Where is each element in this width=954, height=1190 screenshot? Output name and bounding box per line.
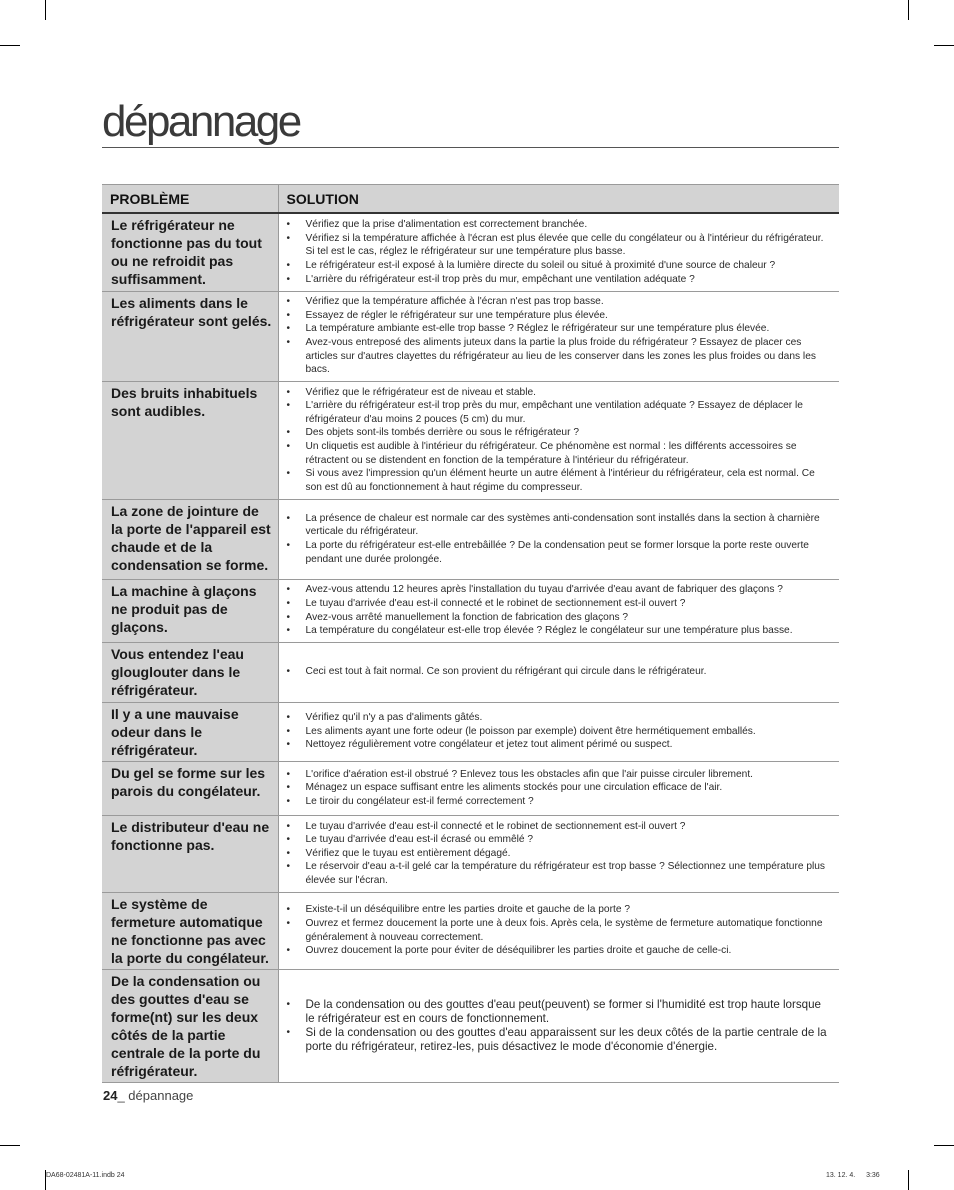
solution-item: • Vérifiez si la température affichée à l'écran est plus élevée que celle du congélateur ou à l'intérieur du réfrigérateur. Si tel est le cas, réglez le réfrigérateur sur une température plus basse. [284,232,834,259]
problem-cell: La zone de jointure de la porte de l'appareil est chaude et de la condensation se forme. [102,499,278,579]
solution-item: • Ceci est tout à fait normal. Ce son provient du réfrigérant qui circule dans le réfrigérateur. [284,665,834,679]
header-solution: SOLUTION [278,185,839,214]
table-row [102,499,839,579]
table-row [102,702,839,761]
solution-item: • Les aliments ayant une forte odeur (le poisson par exemple) doivent être hermétiquement emballés. [284,725,834,739]
solution-cell [278,702,839,761]
solution-item: • L'arrière du réfrigérateur est-il trop près du mur, empêchant une ventilation adéquate ? [284,273,834,287]
solution-cell [278,213,839,291]
solution-item: • Ménagez un espace suffisant entre les aliments stockés pour une circulation efficace de l'air. [284,781,834,795]
problem-cell: Le distributeur d'eau ne fonctionne pas. [102,815,278,892]
solution-item: • Avez-vous attendu 12 heures après l'installation du tuyau d'arrivée d'eau avant de fabriquer des glaçons ? [284,583,834,597]
page-number: 24 [103,1088,118,1103]
solution-item: • L'arrière du réfrigérateur est-il trop près du mur, empêchant une ventilation adéquate ? Essayez de déplacer le réfrigérateur d'au moins 2 pouces (5 cm) du mur. [284,399,834,426]
solution-cell [278,642,839,702]
print-slug-file: DA68-02481A-11.indb 24 [46,1172,125,1179]
solution-item: • Des objets sont-ils tombés derrière ou sous le réfrigérateur ? [284,426,834,440]
solution-cell [278,499,839,579]
title-rule [102,147,839,148]
solution-cell [278,815,839,892]
solution-item: • Vérifiez que la prise d'alimentation est correctement branchée. [284,218,834,232]
table-row [102,815,839,892]
solution-item: • Nettoyez régulièrement votre congélateur et jetez tout aliment périmé ou suspect. [284,738,834,752]
crop-mark [908,0,909,20]
crop-mark [45,0,46,20]
table-row [102,969,839,1082]
solution-cell [278,381,839,499]
solution-item: • Essayez de régler le réfrigérateur sur une température plus élevée. [284,309,834,323]
solution-item: • De la condensation ou des gouttes d'eau peut(peuvent) se former si l'humidité est trop haute lorsque le réfrigérateur est en cours de fonctionnement. [284,998,834,1026]
problem-cell: Du gel se forme sur les parois du congélateur. [102,761,278,815]
page-title: dépannage [102,97,300,146]
footer-section: _ dépannage [117,1088,194,1103]
solution-item: • Si vous avez l'impression qu'un élément heurte un autre élément à l'intérieur du réfrigérateur, cela est normal. Ce son est dû au fonctionnement à haut régime du compresseur. [284,467,834,494]
solution-item: • La température du congélateur est-elle trop élevée ? Réglez le congélateur sur une température plus basse. [284,624,834,638]
problem-cell: Vous entendez l'eau glouglouter dans le réfrigérateur. [102,642,278,702]
solution-item: • La porte du réfrigérateur est-elle entrebâillée ? De la condensation peut se former lorsque la porte reste ouverte pendant une durée prolongée. [284,539,834,566]
solution-cell [278,892,839,969]
solution-cell [278,761,839,815]
table-row [102,642,839,702]
solution-item: • Ouvrez et fermez doucement la porte une à deux fois. Après cela, le système de fermeture automatique fonctionne généralement à nouveau correctement. [284,917,834,944]
solution-cell [278,579,839,642]
table-row [102,213,839,291]
solution-item: • Le réservoir d'eau a-t-il gelé car la température du réfrigérateur est trop basse ? Sélectionnez une température plus élevée sur l'écran. [284,860,834,887]
page-footer [103,1088,193,1103]
crop-mark [908,1170,909,1190]
solution-item: • Avez-vous entreposé des aliments juteux dans la partie la plus froide du réfrigérateur ? Essayez de placer ces articles sur d'autres clayettes du réfrigérateur au lieu de les conserver dans les zones les plus froides ou dans les bacs. [284,336,834,377]
solution-item: • Le tuyau d'arrivée d'eau est-il connecté et le robinet de sectionnement est-il ouvert ? [284,820,834,834]
table-row [102,381,839,499]
solution-item: • Si de la condensation ou des gouttes d'eau apparaissent sur les deux côtés de la partie centrale de la porte du réfrigérateur, retirez-les, puis désactivez le mode d'économie d'énergie. [284,1026,834,1054]
solution-item: • Vérifiez que la température affichée à l'écran n'est pas trop basse. [284,295,834,309]
solution-item: • Le tuyau d'arrivée d'eau est-il écrasé ou emmêlé ? [284,833,834,847]
problem-cell: Le système de fermeture automatique ne fonctionne pas avec la porte du congélateur. [102,892,278,969]
table-row [102,892,839,969]
solution-item: • Vérifiez que le tuyau est entièrement dégagé. [284,847,834,861]
solution-item: • Vérifiez que le réfrigérateur est de niveau et stable. [284,386,834,400]
solution-item: • Un cliquetis est audible à l'intérieur du réfrigérateur. Ce phénomène est normal : les différents accessoires se rétractent ou se distendent en fonction de la température à l'intérieur du réfrigérateur. [284,440,834,467]
problem-cell: Des bruits inhabituels sont audibles. [102,381,278,499]
solution-cell [278,969,839,1082]
solution-cell [278,291,839,381]
crop-mark [0,45,20,46]
solution-item: • Le réfrigérateur est-il exposé à la lumière directe du soleil ou situé à proximité d'une source de chaleur ? [284,259,834,273]
solution-item: • Existe-t-il un déséquilibre entre les parties droite et gauche de la porte ? [284,903,834,917]
solution-item: • La présence de chaleur est normale car des systèmes anti-condensation sont installés dans la section à charnière verticale du réfrigérateur. [284,512,834,539]
problem-cell: Les aliments dans le réfrigérateur sont gelés. [102,291,278,381]
header-problem: PROBLÈME [102,185,278,214]
problem-cell: De la condensation ou des gouttes d'eau se forme(nt) sur les deux côtés de la partie centrale de la porte du réfrigérateur. [102,969,278,1082]
solution-item: • La température ambiante est-elle trop basse ? Réglez le réfrigérateur sur une température plus élevée. [284,322,834,336]
crop-mark [934,1145,954,1146]
troubleshooting-table [102,184,839,1083]
crop-mark [934,45,954,46]
solution-item: • Le tiroir du congélateur est-il fermé correctement ? [284,795,834,809]
solution-item: • Avez-vous arrêté manuellement la fonction de fabrication des glaçons ? [284,611,834,625]
problem-cell: Le réfrigérateur ne fonctionne pas du tout ou ne refroidit pas suffisamment. [102,213,278,291]
table-row [102,761,839,815]
table-row [102,579,839,642]
solution-item: • Le tuyau d'arrivée d'eau est-il connecté et le robinet de sectionnement est-il ouvert ? [284,597,834,611]
print-slug-date: 13. 12. 4. 3:36 [826,1172,880,1179]
problem-cell: La machine à glaçons ne produit pas de glaçons. [102,579,278,642]
table-row [102,291,839,381]
solution-item: • L'orifice d'aération est-il obstrué ? Enlevez tous les obstacles afin que l'air puisse circuler librement. [284,768,834,782]
table-header-row [102,185,839,214]
crop-mark [0,1145,20,1146]
solution-item: • Vérifiez qu'il n'y a pas d'aliments gâtés. [284,711,834,725]
problem-cell: Il y a une mauvaise odeur dans le réfrigérateur. [102,702,278,761]
solution-item: • Ouvrez doucement la porte pour éviter de déséquilibrer les parties droite et gauche de celle-ci. [284,944,834,958]
